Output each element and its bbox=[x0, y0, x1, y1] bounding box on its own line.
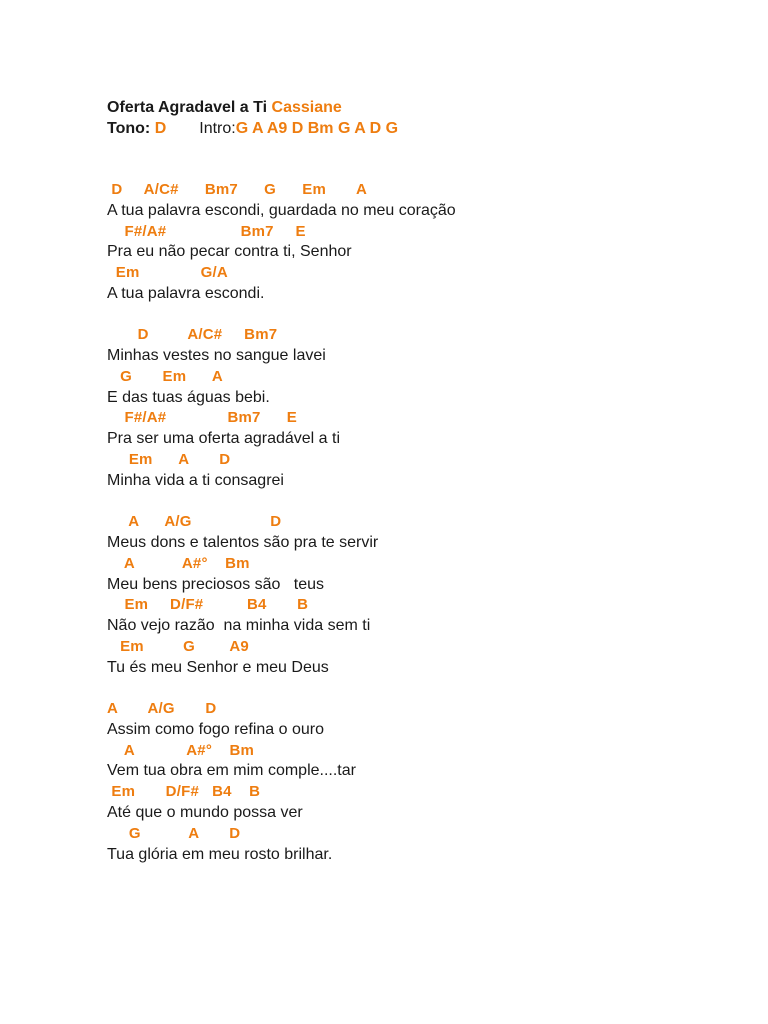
chord-line: Em G A9 bbox=[107, 637, 249, 655]
lyric-line: Assim como fogo refina o ouro bbox=[107, 720, 324, 738]
lyric-line: A tua palavra escondi. bbox=[107, 284, 265, 302]
tono-key: D bbox=[154, 120, 167, 137]
intro-chords: G A A9 D Bm G A D G bbox=[235, 120, 399, 137]
chord-line: Em A D bbox=[107, 451, 231, 469]
chord-line: F#/A# Bm7 E bbox=[107, 222, 306, 240]
lyric-line: Tua glória em meu rosto brilhar. bbox=[107, 845, 333, 863]
chord-line: G A D bbox=[107, 824, 241, 842]
chord-line: F#/A# Bm7 E bbox=[107, 409, 297, 427]
lyric-line: Pra eu não pecar contra ti, Senhor bbox=[107, 243, 352, 261]
lyric-line: Até que o mundo possa ver bbox=[107, 804, 303, 822]
tono-intro-line bbox=[107, 119, 747, 139]
artist-name: Cassiane bbox=[271, 99, 342, 116]
chord-line: A A#° Bm bbox=[107, 741, 255, 759]
song-title-line bbox=[107, 98, 747, 118]
chord-line: A A/G D bbox=[107, 513, 282, 531]
stanza bbox=[107, 180, 747, 305]
song-body bbox=[107, 180, 747, 865]
chord-line: Em D/F# B4 B bbox=[107, 596, 309, 614]
lyric-line: Pra ser uma oferta agradável a ti bbox=[107, 430, 341, 448]
stanza bbox=[107, 699, 747, 865]
chord-sheet-page bbox=[107, 98, 747, 886]
intro-label: Intro: bbox=[199, 120, 236, 137]
lyric-line: Minha vida a ti consagrei bbox=[107, 471, 284, 489]
lyric-line: Meus dons e talentos são pra te servir bbox=[107, 533, 379, 551]
chord-line: Em D/F# B4 B bbox=[107, 783, 261, 801]
tono-label: Tono: bbox=[107, 120, 151, 137]
chord-line: Em G/A bbox=[107, 264, 228, 282]
chord-line: D A/C# Bm7 G Em A bbox=[107, 181, 368, 198]
lyric-line: A tua palavra escondi, guardada no meu coração bbox=[107, 201, 456, 219]
lyric-line: Tu és meu Senhor e meu Deus bbox=[107, 658, 329, 676]
lyric-line: Minhas vestes no sangue lavei bbox=[107, 347, 326, 365]
chord-line: A A#° Bm bbox=[107, 554, 250, 572]
chord-line: G Em A bbox=[107, 367, 223, 385]
stanza bbox=[107, 325, 747, 491]
stanza bbox=[107, 512, 747, 678]
lyric-line: E das tuas águas bebi. bbox=[107, 388, 270, 406]
chord-line: D A/C# Bm7 bbox=[107, 326, 278, 344]
song-title: Oferta Agradavel a Ti bbox=[107, 99, 268, 116]
lyric-line: Não vejo razão na minha vida sem ti bbox=[107, 617, 371, 635]
chord-line: A A/G D bbox=[107, 700, 217, 718]
lyric-line: Vem tua obra em mim comple....tar bbox=[107, 762, 356, 780]
lyric-line: Meu bens preciosos são teus bbox=[107, 575, 325, 593]
